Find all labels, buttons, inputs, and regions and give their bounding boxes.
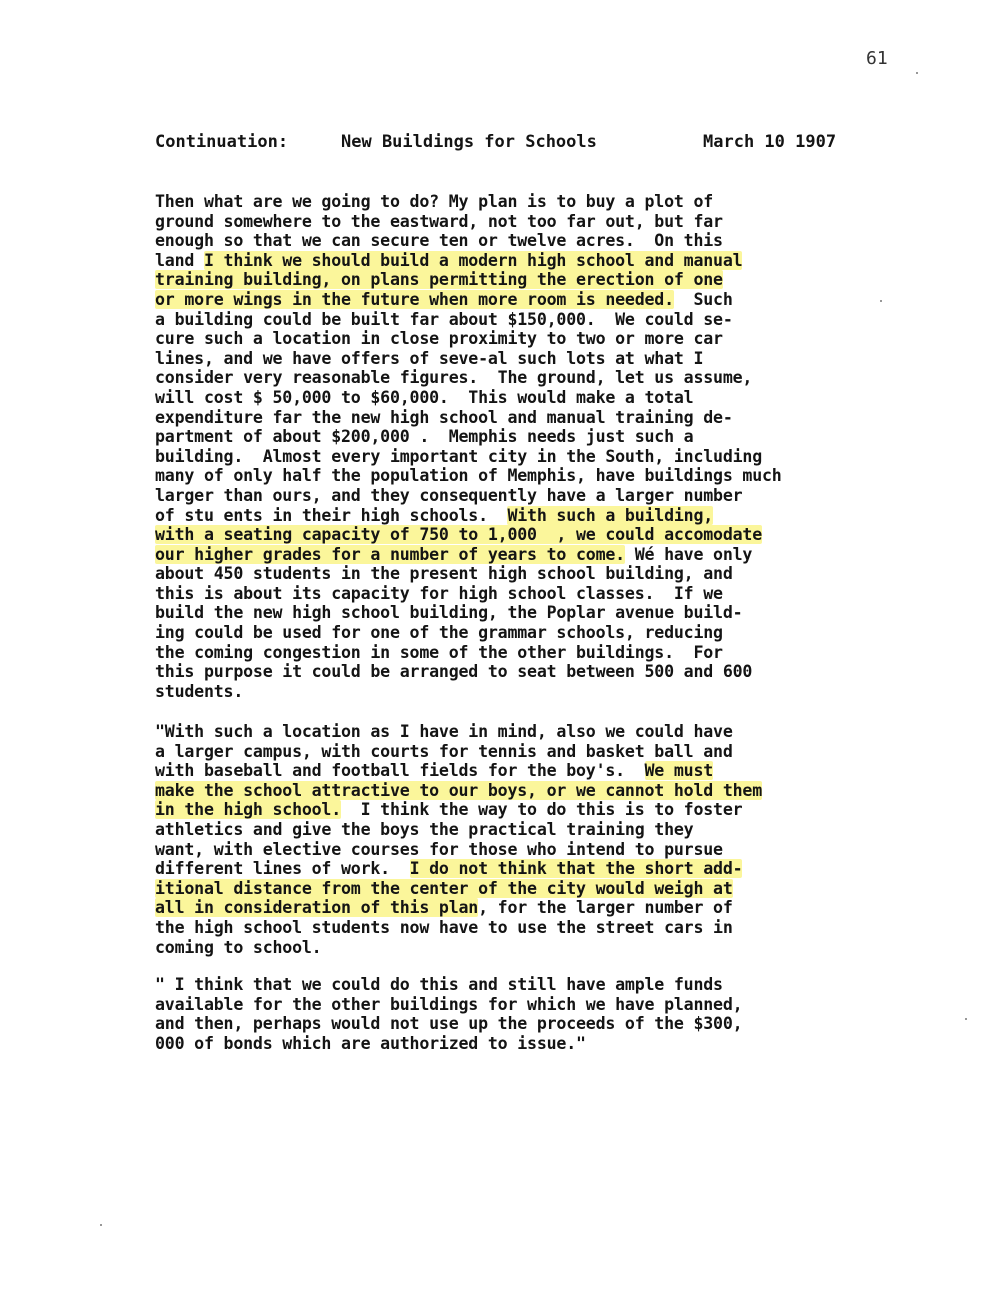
text-line — [155, 898, 915, 918]
text-segment: this purpose it could be arranged to seat between 500 and 600 — [155, 662, 753, 682]
text-line — [155, 270, 915, 290]
text-line — [155, 662, 915, 682]
text-line — [155, 251, 915, 271]
text-segment: enough so that we can secure ten or twelve acres. On this — [155, 231, 723, 251]
text-segment: ground somewhere to the eastward, not too far out, but far — [155, 211, 723, 231]
text-segment: build the new high school building, the Poplar avenue build- — [155, 603, 743, 623]
text-line — [155, 329, 915, 349]
paragraph-1 — [155, 192, 915, 701]
text-line — [155, 682, 915, 702]
text-segment: students. — [155, 681, 244, 701]
text-line — [155, 761, 915, 781]
text-segment: "With such a location as I have in mind, also we could have — [155, 722, 733, 741]
text-line — [155, 408, 915, 428]
page-number: 61 — [866, 48, 888, 69]
header-subject: New Buildings for Schools — [341, 132, 597, 152]
text-line — [155, 447, 915, 467]
text-segment: will cost $ 50,000 to $60,000. This would make a total — [155, 387, 694, 407]
text-line — [155, 995, 915, 1015]
text-line — [155, 290, 915, 310]
text-line — [155, 231, 915, 251]
highlighted-text: training building, on plans permitting the erection of one — [155, 270, 723, 290]
text-line — [155, 975, 915, 995]
text-line — [155, 310, 915, 330]
text-line — [155, 368, 915, 388]
text-segment: athletics and give the boys the practical training they — [155, 819, 694, 839]
text-line — [155, 564, 915, 584]
text-segment: consider very reasonable figures. The ground, let us assume, — [155, 368, 753, 388]
text-line — [155, 1034, 915, 1054]
text-line — [155, 1014, 915, 1034]
text-line — [155, 506, 915, 526]
text-line — [155, 623, 915, 643]
highlighted-text: We must — [644, 761, 714, 781]
text-segment: want, with elective courses for those who intend to pursue — [155, 839, 723, 859]
text-segment: partment of about $200,000 . Memphis needs just such a — [155, 427, 694, 447]
scan-speck — [880, 300, 882, 302]
text-segment: , for the larger number of — [478, 898, 733, 918]
text-segment: coming to school. — [155, 937, 322, 957]
text-line — [155, 918, 915, 938]
text-segment: a building could be built far about $150,000. We could se- — [155, 309, 733, 329]
text-segment: building. Almost every important city in the South, including — [155, 446, 762, 466]
text-segment: different lines of work. — [155, 859, 410, 879]
text-line — [155, 192, 915, 212]
text-segment: the coming congestion in some of the other buildings. For — [155, 642, 723, 662]
highlighted-text: in the high school. — [155, 800, 342, 820]
text-line — [155, 859, 915, 879]
highlighted-text: our higher grades for a number of years to come. — [155, 544, 625, 564]
text-segment: land — [155, 250, 204, 270]
scan-speck — [100, 1224, 102, 1226]
header-label: Continuation: — [155, 132, 289, 152]
text-line — [155, 212, 915, 232]
paragraph-2 — [155, 722, 915, 957]
text-segment: lines, and we have offers of seve-al such lots at what I — [155, 348, 704, 368]
text-line — [155, 820, 915, 840]
text-line — [155, 781, 915, 801]
text-segment: 000 of bonds which are authorized to issue." — [155, 1033, 586, 1053]
highlighted-text: I do not think that the short add- — [409, 859, 743, 879]
text-line — [155, 584, 915, 604]
highlighted-text: I think we should build a modern high school and manual — [203, 250, 743, 270]
text-line — [155, 722, 915, 742]
text-segment: " I think that we could do this and still have ample funds — [155, 975, 723, 994]
text-line — [155, 466, 915, 486]
text-segment: with baseball and football fields for the boy's. — [155, 761, 645, 781]
text-segment: a larger campus, with courts for tennis and basket ball and — [155, 741, 733, 761]
text-segment: ing could be used for one of the grammar schools, reducing — [155, 623, 723, 643]
text-segment: I think the way to do this is to foster — [341, 800, 743, 820]
text-segment: and then, perhaps would not use up the proceeds of the $300, — [155, 1014, 743, 1034]
text-line — [155, 525, 915, 545]
highlighted-text: all in consideration of this plan — [155, 898, 479, 918]
text-line — [155, 603, 915, 623]
highlighted-text: make the school attractive to our boys, or we cannot hold them — [155, 780, 762, 800]
text-segment: cure such a location in close proximity to two or more car — [155, 329, 723, 349]
text-segment: available for the other buildings for which we have planned, — [155, 994, 743, 1014]
text-segment: Wé have only — [624, 544, 753, 564]
text-line — [155, 840, 915, 860]
paragraph-3 — [155, 975, 915, 1053]
text-segment: about 450 students in the present high school building, and — [155, 564, 733, 584]
text-line — [155, 349, 915, 369]
text-segment: the high school students now have to use the street cars in — [155, 917, 733, 937]
text-line — [155, 742, 915, 762]
header-date: March 10 1907 — [703, 132, 837, 152]
scan-speck — [916, 72, 918, 74]
text-segment: this is about its capacity for high school classes. If we — [155, 583, 723, 603]
text-line — [155, 800, 915, 820]
text-line — [155, 938, 915, 958]
text-line — [155, 427, 915, 447]
text-segment: of stu ents in their high schools. — [155, 505, 508, 525]
text-line — [155, 879, 915, 899]
highlighted-text: or more wings in the future when more room is needed. — [155, 289, 674, 309]
highlighted-text: itional distance from the center of the city would weigh at — [155, 878, 733, 898]
scan-speck — [965, 1018, 967, 1020]
text-segment: Such — [673, 289, 733, 309]
text-line — [155, 643, 915, 663]
text-line — [155, 388, 915, 408]
text-line — [155, 486, 915, 506]
highlighted-text: with a seating capacity of 750 to 1,000 , we could accomodate — [155, 525, 762, 545]
text-line — [155, 545, 915, 565]
text-segment: larger than ours, and they consequently have a larger number — [155, 485, 743, 505]
highlighted-text: With such a building, — [507, 505, 714, 525]
text-segment: Then what are we going to do? My plan is to buy a plot of — [155, 192, 714, 211]
text-segment: expenditure far the new high school and manual training de- — [155, 407, 733, 427]
text-segment: many of only half the population of Memphis, have buildings much — [155, 466, 782, 486]
